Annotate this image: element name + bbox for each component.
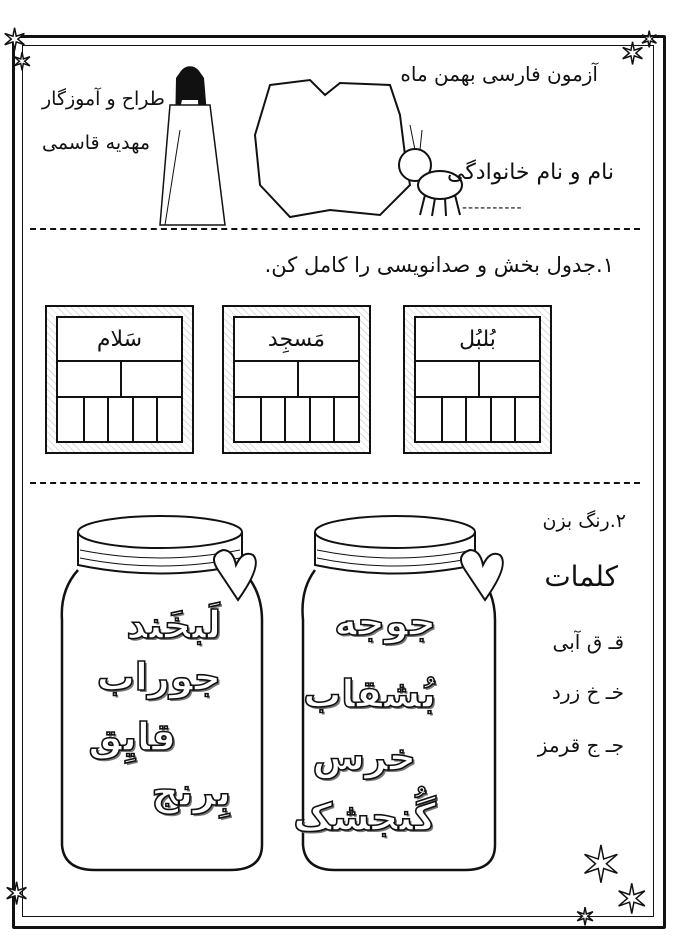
teacher-illustration (140, 60, 240, 230)
syllable-cell[interactable] (120, 362, 182, 396)
sound-cell[interactable] (58, 398, 83, 441)
star-icon: ✶ (640, 28, 659, 53)
key-color: قرمز (537, 733, 581, 757)
sound-cell[interactable] (465, 398, 490, 441)
star-icon: ✶ (575, 903, 596, 931)
sound-cell[interactable] (333, 398, 358, 441)
name-blank[interactable]: ---------- (462, 200, 523, 216)
sound-cell[interactable] (284, 398, 309, 441)
table-word: مَسجِد (235, 318, 358, 362)
star-icon: ✶ (2, 23, 28, 58)
name-label: نام و نام خانوادگی (446, 160, 614, 185)
sound-cell[interactable] (156, 398, 181, 441)
syllable-table (222, 305, 371, 454)
sound-cell[interactable] (260, 398, 285, 441)
exam-title: آزمون فارسی بهمن ماه (400, 62, 598, 86)
key-title: کلمات (544, 560, 618, 593)
syllable-cell[interactable] (297, 362, 359, 396)
key-letter: جـ ج (586, 733, 624, 757)
table-word: سَلام (58, 318, 181, 362)
sound-cell[interactable] (416, 398, 441, 441)
sound-cell[interactable] (490, 398, 515, 441)
key-color: زرد (551, 680, 581, 704)
syllable-cell[interactable] (478, 362, 540, 396)
star-icon: ✶ (12, 48, 33, 76)
sound-cell[interactable] (514, 398, 539, 441)
color-key-item (552, 680, 624, 704)
jar-word: قایِق (88, 715, 176, 759)
syllable-cell[interactable] (235, 362, 297, 396)
color-key-item (538, 733, 624, 757)
jar-word: گُنجشک (293, 795, 436, 839)
star-icon: ✶ (620, 37, 646, 72)
jar-word: جوجه (334, 600, 436, 644)
designer-name: مهدیه قاسمی (42, 132, 151, 154)
syllable-cell[interactable] (416, 362, 478, 396)
key-letter: قـ ق (586, 630, 624, 654)
sound-cell[interactable] (107, 398, 132, 441)
jar-word: بِرنج (151, 770, 231, 814)
star-icon: ✶ (4, 877, 30, 912)
syllable-table (45, 305, 194, 454)
sound-cell[interactable] (309, 398, 334, 441)
jar-word: خرس (312, 735, 416, 779)
sound-cell[interactable] (235, 398, 260, 441)
jar-word: بُشقاب (303, 672, 436, 716)
syllable-table (403, 305, 552, 454)
sound-cell[interactable] (441, 398, 466, 441)
sound-cell[interactable] (132, 398, 157, 441)
syllable-cell[interactable] (58, 362, 120, 396)
divider (30, 482, 640, 484)
divider (30, 228, 640, 230)
jar-word: جوراب (96, 655, 221, 699)
color-key-item (553, 630, 624, 654)
key-letter: خـ خ (586, 680, 624, 704)
section2-instruction: ۲.رنگ بزن (542, 510, 626, 532)
table-word: بُلبُل (416, 318, 539, 362)
designer-label: طراح و آموزگار (42, 88, 165, 110)
section1-instruction: ۱.جدول بخش و صدانویسی را کامل کن. (264, 253, 614, 277)
jar-word: لَبخَند (126, 603, 221, 647)
sound-cell[interactable] (83, 398, 108, 441)
star-icon: ✶ (615, 877, 649, 923)
star-icon: ✶ (580, 836, 622, 894)
key-color: آبی (552, 630, 581, 654)
